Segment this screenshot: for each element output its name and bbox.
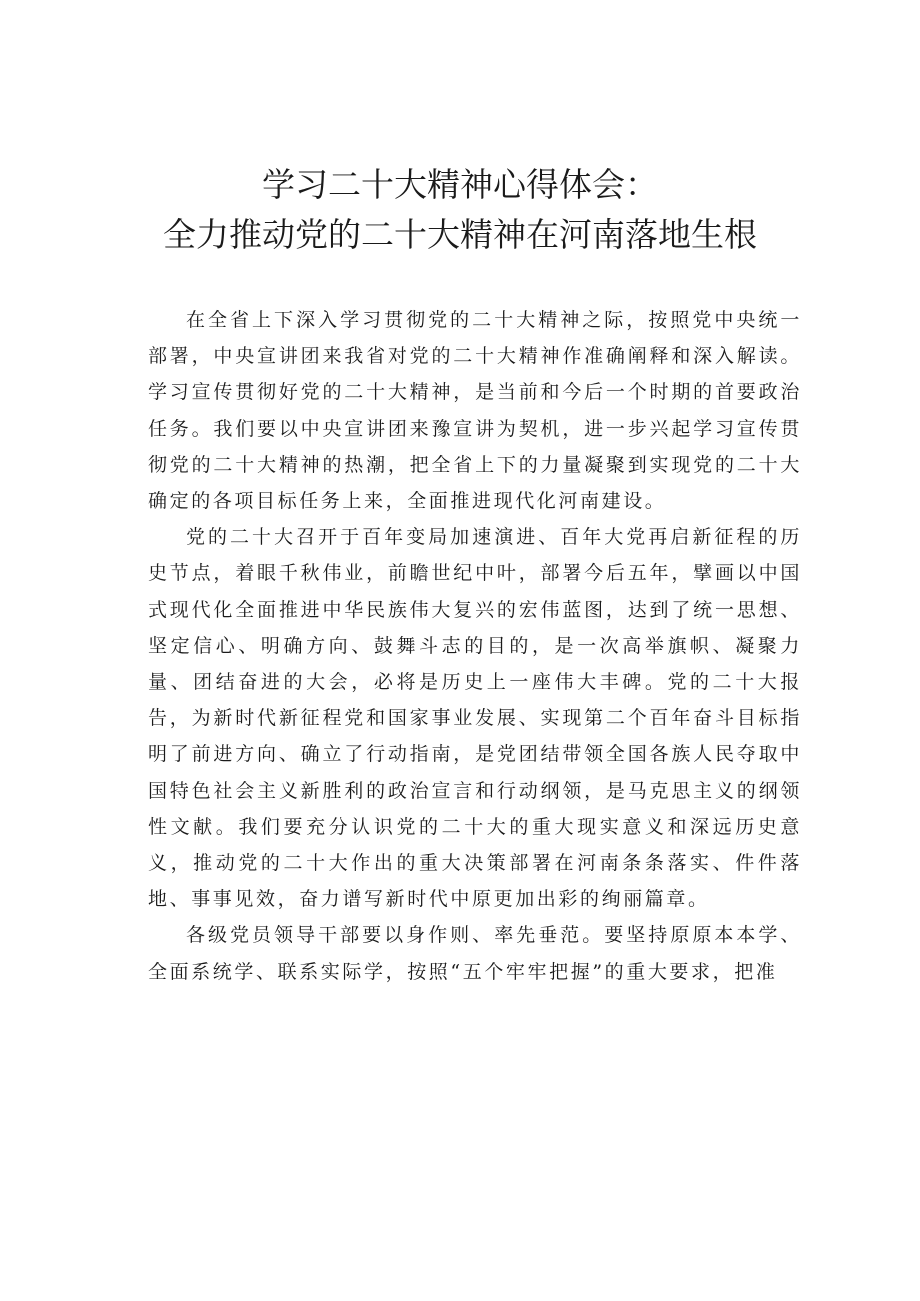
document-title — [0, 160, 920, 260]
title-line-1: 学习二十大精神心得体会： — [262, 165, 658, 204]
paragraph-1: 在全省上下深入学习贯彻党的二十大精神之际，按照党中央统一部署，中央宣讲团来我省对党的二十大精神作准确阐释和深入解读。学习宣传贯彻好党的二十大精神，是当前和今后一个时期的首要政治任务。我们要以中央宣讲团来豫宣讲为契机，进一步兴起学习宣传贯彻党的二十大精神的热潮，把全省上下的力量凝聚到实现党的二十大确定的各项目标任务上来，全面推进现代化河南建设。 — [148, 309, 802, 513]
title-line-2: 全力推动党的二十大精神在河南落地生根 — [163, 215, 757, 254]
paragraph-3: 各级党员领导干部要以身作则、率先垂范。要坚持原原本本学、全面系统学、联系实际学，按照“五个牢牢把握”的重大要求，把准 — [148, 924, 802, 983]
document-body — [148, 302, 802, 990]
paragraph-2: 党的二十大召开于百年变局加速演进、百年大党再启新征程的历史节点，着眼千秋伟业，前瞻世纪中叶，部署今后五年，擘画以中国式现代化全面推进中华民族伟大复兴的宏伟蓝图，达到了统一思想、坚定信心、明确方向、鼓舞斗志的目的，是一次高举旗帜、凝聚力量、团结奋进的大会，必将是历史上一座伟大丰碑。党的二十大报告，为新时代新征程党和国家事业发展、实现第二个百年奋斗目标指明了前进方向、确立了行动指南，是党团结带领全国各族人民夺取中国特色社会主义新胜利的政治宣言和行动纲领，是马克思主义的纲领性文献。我们要充分认识党的二十大的重大现实意义和深远历史意义，推动党的二十大作出的重大决策部署在河南条条落实、件件落地、事事见效，奋力谱写新时代中原更加出彩的绚丽篇章。 — [148, 526, 802, 911]
